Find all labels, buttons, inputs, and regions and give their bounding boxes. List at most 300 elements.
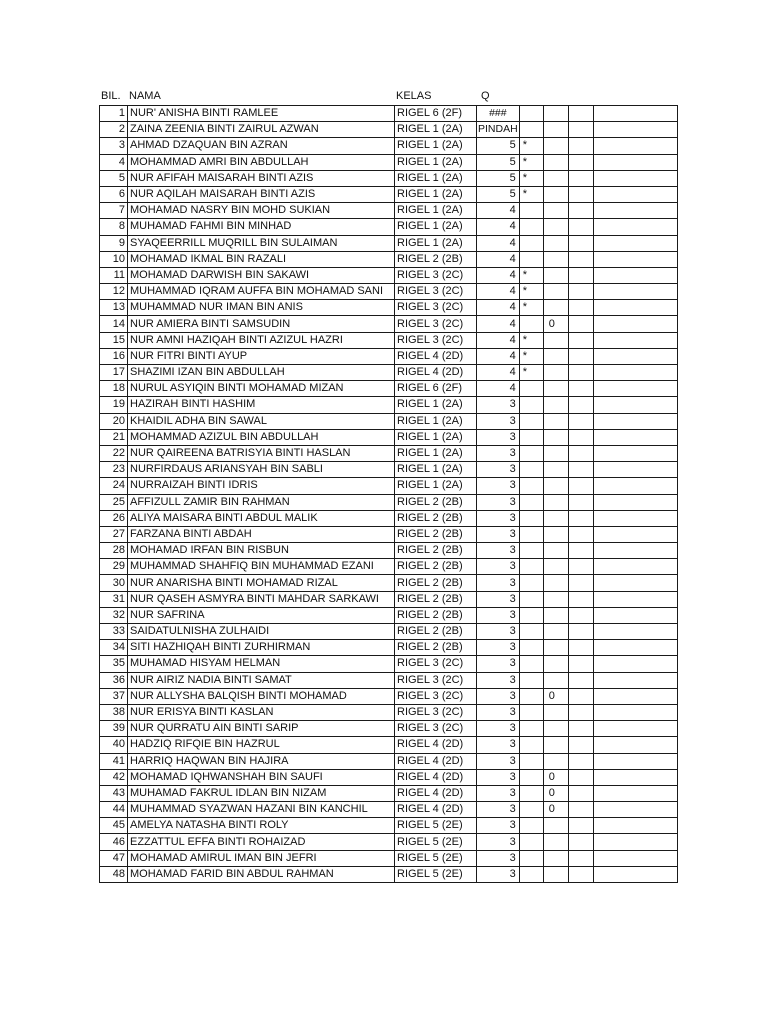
q-score-cell: 4 <box>477 203 520 219</box>
table-row <box>100 575 678 591</box>
mark-cell <box>519 688 543 704</box>
q-score-cell: 3 <box>477 559 520 575</box>
q-score-cell: 3 <box>477 607 520 623</box>
name-cell: NUR ERISYA BINTI KASLAN <box>128 704 395 720</box>
empty-cell <box>593 348 677 364</box>
note-cell <box>543 640 568 656</box>
empty-cell <box>568 656 593 672</box>
empty-cell <box>568 575 593 591</box>
class-cell: RIGEL 3 (2C) <box>395 721 477 737</box>
student-sheet <box>99 89 678 883</box>
row-number-cell: 20 <box>100 413 128 429</box>
class-cell: RIGEL 2 (2B) <box>395 640 477 656</box>
student-table <box>99 105 678 883</box>
note-cell <box>543 510 568 526</box>
class-cell: RIGEL 5 (2E) <box>395 834 477 850</box>
mark-cell <box>519 106 543 122</box>
empty-cell <box>568 138 593 154</box>
name-cell: NUR QAIREENA BATRISYIA BINTI HASLAN <box>128 445 395 461</box>
table-row <box>100 267 678 283</box>
name-cell: EZZATTUL EFFA BINTI ROHAIZAD <box>128 834 395 850</box>
row-number-cell: 19 <box>100 397 128 413</box>
class-cell: RIGEL 4 (2D) <box>395 785 477 801</box>
note-cell <box>543 122 568 138</box>
mark-cell <box>519 381 543 397</box>
empty-cell <box>593 186 677 202</box>
note-cell <box>543 348 568 364</box>
table-row <box>100 332 678 348</box>
row-number-cell: 1 <box>100 106 128 122</box>
empty-cell <box>568 866 593 882</box>
student-rows <box>100 106 678 883</box>
table-row <box>100 494 678 510</box>
table-row <box>100 591 678 607</box>
mark-cell: * <box>519 267 543 283</box>
mark-cell <box>519 753 543 769</box>
note-cell <box>543 559 568 575</box>
empty-cell <box>568 494 593 510</box>
note-cell <box>543 365 568 381</box>
empty-cell <box>593 122 677 138</box>
empty-cell <box>593 494 677 510</box>
empty-cell <box>568 802 593 818</box>
row-number-cell: 13 <box>100 300 128 316</box>
table-row <box>100 785 678 801</box>
class-cell: RIGEL 3 (2C) <box>395 332 477 348</box>
row-number-cell: 35 <box>100 656 128 672</box>
q-score-cell: 3 <box>477 704 520 720</box>
name-cell: SITI HAZHIQAH BINTI ZURHIRMAN <box>128 640 395 656</box>
row-number-cell: 8 <box>100 219 128 235</box>
table-row <box>100 704 678 720</box>
table-row <box>100 607 678 623</box>
empty-cell <box>593 154 677 170</box>
row-number-cell: 38 <box>100 704 128 720</box>
mark-cell <box>519 526 543 542</box>
empty-cell <box>593 656 677 672</box>
empty-cell <box>593 332 677 348</box>
table-row <box>100 543 678 559</box>
empty-cell <box>568 267 593 283</box>
note-cell <box>543 300 568 316</box>
empty-cell <box>568 688 593 704</box>
empty-cell <box>593 170 677 186</box>
empty-cell <box>593 802 677 818</box>
mark-cell <box>519 640 543 656</box>
empty-cell <box>568 122 593 138</box>
row-number-cell: 39 <box>100 721 128 737</box>
row-number-cell: 47 <box>100 850 128 866</box>
mark-cell <box>519 510 543 526</box>
q-score-cell: 4 <box>477 300 520 316</box>
table-row <box>100 122 678 138</box>
mark-cell <box>519 478 543 494</box>
note-cell <box>543 704 568 720</box>
row-number-cell: 4 <box>100 154 128 170</box>
class-cell: RIGEL 3 (2C) <box>395 316 477 332</box>
row-number-cell: 21 <box>100 429 128 445</box>
name-cell: MUHAMMAD SYAZWAN HAZANI BIN KANCHIL <box>128 802 395 818</box>
row-number-cell: 25 <box>100 494 128 510</box>
name-cell: NUR AFIFAH MAISARAH BINTI AZIS <box>128 170 395 186</box>
class-cell: RIGEL 1 (2A) <box>395 478 477 494</box>
note-cell <box>543 624 568 640</box>
table-row <box>100 429 678 445</box>
empty-cell <box>593 106 677 122</box>
class-cell: RIGEL 2 (2B) <box>395 510 477 526</box>
class-cell: RIGEL 2 (2B) <box>395 251 477 267</box>
name-cell: MUHAMAD FAKRUL IDLAN BIN NIZAM <box>128 785 395 801</box>
empty-cell <box>568 607 593 623</box>
row-number-cell: 44 <box>100 802 128 818</box>
header-nama: NAMA <box>129 90 161 102</box>
table-row <box>100 186 678 202</box>
empty-cell <box>568 850 593 866</box>
table-row <box>100 478 678 494</box>
row-number-cell: 43 <box>100 785 128 801</box>
name-cell: MUHAMMAD IQRAM AUFFA BIN MOHAMAD SANI <box>128 284 395 300</box>
row-number-cell: 32 <box>100 607 128 623</box>
row-number-cell: 18 <box>100 381 128 397</box>
empty-cell <box>593 397 677 413</box>
name-cell: NUR AMNI HAZIQAH BINTI AZIZUL HAZRI <box>128 332 395 348</box>
table-row <box>100 510 678 526</box>
class-cell: RIGEL 5 (2E) <box>395 850 477 866</box>
empty-cell <box>568 640 593 656</box>
row-number-cell: 9 <box>100 235 128 251</box>
empty-cell <box>568 186 593 202</box>
q-score-cell: 3 <box>477 397 520 413</box>
name-cell: SYAQEERRILL MUQRILL BIN SULAIMAN <box>128 235 395 251</box>
q-score-cell: 3 <box>477 737 520 753</box>
empty-cell <box>568 510 593 526</box>
table-row <box>100 688 678 704</box>
table-row <box>100 737 678 753</box>
empty-cell <box>568 721 593 737</box>
empty-cell <box>568 478 593 494</box>
note-cell: 0 <box>543 769 568 785</box>
note-cell <box>543 834 568 850</box>
q-score-cell: 4 <box>477 332 520 348</box>
mark-cell <box>519 802 543 818</box>
empty-cell <box>568 203 593 219</box>
empty-cell <box>593 284 677 300</box>
empty-cell <box>568 704 593 720</box>
q-score-cell: 3 <box>477 753 520 769</box>
empty-cell <box>593 559 677 575</box>
row-number-cell: 34 <box>100 640 128 656</box>
row-number-cell: 42 <box>100 769 128 785</box>
empty-cell <box>568 429 593 445</box>
row-number-cell: 17 <box>100 365 128 381</box>
q-score-cell: 3 <box>477 834 520 850</box>
empty-cell <box>593 866 677 882</box>
empty-cell <box>568 737 593 753</box>
table-row <box>100 721 678 737</box>
table-row <box>100 624 678 640</box>
empty-cell <box>568 591 593 607</box>
note-cell: 0 <box>543 688 568 704</box>
row-number-cell: 23 <box>100 462 128 478</box>
table-row <box>100 365 678 381</box>
name-cell: HARRIQ HAQWAN BIN HAJIRA <box>128 753 395 769</box>
note-cell <box>543 462 568 478</box>
name-cell: NURFIRDAUS ARIANSYAH BIN SABLI <box>128 462 395 478</box>
table-row <box>100 381 678 397</box>
row-number-cell: 11 <box>100 267 128 283</box>
mark-cell <box>519 413 543 429</box>
q-score-cell: 3 <box>477 640 520 656</box>
q-score-cell: 4 <box>477 267 520 283</box>
empty-cell <box>568 672 593 688</box>
note-cell <box>543 170 568 186</box>
row-number-cell: 10 <box>100 251 128 267</box>
mark-cell <box>519 494 543 510</box>
q-score-cell: 3 <box>477 494 520 510</box>
empty-cell <box>593 607 677 623</box>
class-cell: RIGEL 4 (2D) <box>395 802 477 818</box>
empty-cell <box>593 721 677 737</box>
row-number-cell: 24 <box>100 478 128 494</box>
empty-cell <box>568 154 593 170</box>
empty-cell <box>593 445 677 461</box>
q-score-cell: 3 <box>477 866 520 882</box>
mark-cell <box>519 834 543 850</box>
mark-cell <box>519 785 543 801</box>
note-cell <box>543 445 568 461</box>
empty-cell <box>593 818 677 834</box>
q-score-cell: 5 <box>477 186 520 202</box>
class-cell: RIGEL 5 (2E) <box>395 866 477 882</box>
name-cell: NUR ALLYSHA BALQISH BINTI MOHAMAD <box>128 688 395 704</box>
row-number-cell: 48 <box>100 866 128 882</box>
empty-cell <box>568 170 593 186</box>
empty-cell <box>593 203 677 219</box>
class-cell: RIGEL 1 (2A) <box>395 219 477 235</box>
mark-cell <box>519 445 543 461</box>
class-cell: RIGEL 2 (2B) <box>395 607 477 623</box>
name-cell: NUR AQILAH MAISARAH BINTI AZIS <box>128 186 395 202</box>
empty-cell <box>593 251 677 267</box>
mark-cell <box>519 203 543 219</box>
empty-cell <box>593 850 677 866</box>
q-score-cell: 4 <box>477 219 520 235</box>
class-cell: RIGEL 6 (2F) <box>395 106 477 122</box>
note-cell <box>543 251 568 267</box>
note-cell <box>543 672 568 688</box>
q-score-cell: 5 <box>477 170 520 186</box>
mark-cell <box>519 235 543 251</box>
row-number-cell: 3 <box>100 138 128 154</box>
name-cell: HADZIQ RIFQIE BIN HAZRUL <box>128 737 395 753</box>
note-cell <box>543 721 568 737</box>
empty-cell <box>593 640 677 656</box>
empty-cell <box>593 413 677 429</box>
class-cell: RIGEL 2 (2B) <box>395 559 477 575</box>
table-row <box>100 866 678 882</box>
row-number-cell: 26 <box>100 510 128 526</box>
note-cell <box>543 106 568 122</box>
mark-cell <box>519 866 543 882</box>
row-number-cell: 5 <box>100 170 128 186</box>
table-row <box>100 203 678 219</box>
mark-cell <box>519 559 543 575</box>
empty-cell <box>593 785 677 801</box>
empty-cell <box>568 526 593 542</box>
name-cell: MUHAMMAD SHAHFIQ BIN MUHAMMAD EZANI <box>128 559 395 575</box>
class-cell: RIGEL 4 (2D) <box>395 737 477 753</box>
mark-cell: * <box>519 365 543 381</box>
row-number-cell: 30 <box>100 575 128 591</box>
mark-cell: * <box>519 300 543 316</box>
table-row <box>100 672 678 688</box>
name-cell: AMELYA NATASHA BINTI ROLY <box>128 818 395 834</box>
note-cell <box>543 866 568 882</box>
q-score-cell: 3 <box>477 721 520 737</box>
row-number-cell: 40 <box>100 737 128 753</box>
row-number-cell: 15 <box>100 332 128 348</box>
class-cell: RIGEL 1 (2A) <box>395 122 477 138</box>
mark-cell: * <box>519 170 543 186</box>
empty-cell <box>593 138 677 154</box>
name-cell: NUR SAFRINA <box>128 607 395 623</box>
class-cell: RIGEL 2 (2B) <box>395 494 477 510</box>
name-cell: MOHAMAD FARID BIN ABDUL RAHMAN <box>128 866 395 882</box>
q-score-cell: 3 <box>477 688 520 704</box>
mark-cell <box>519 543 543 559</box>
table-row <box>100 284 678 300</box>
empty-cell <box>593 429 677 445</box>
class-cell: RIGEL 3 (2C) <box>395 656 477 672</box>
mark-cell <box>519 462 543 478</box>
q-score-cell: 5 <box>477 138 520 154</box>
note-cell <box>543 753 568 769</box>
empty-cell <box>568 769 593 785</box>
q-score-cell: 4 <box>477 381 520 397</box>
empty-cell <box>568 348 593 364</box>
row-number-cell: 29 <box>100 559 128 575</box>
table-row <box>100 251 678 267</box>
row-number-cell: 41 <box>100 753 128 769</box>
empty-cell <box>593 365 677 381</box>
table-row <box>100 300 678 316</box>
note-cell: 0 <box>543 802 568 818</box>
empty-cell <box>593 769 677 785</box>
row-number-cell: 28 <box>100 543 128 559</box>
q-score-cell: 3 <box>477 575 520 591</box>
empty-cell <box>593 737 677 753</box>
q-score-cell: 3 <box>477 672 520 688</box>
mark-cell <box>519 818 543 834</box>
name-cell: ZAINA ZEENIA BINTI ZAIRUL AZWAN <box>128 122 395 138</box>
mark-cell <box>519 316 543 332</box>
empty-cell <box>593 624 677 640</box>
empty-cell <box>568 300 593 316</box>
q-score-cell: 3 <box>477 510 520 526</box>
name-cell: KHAIDIL ADHA BIN SAWAL <box>128 413 395 429</box>
empty-cell <box>568 753 593 769</box>
empty-cell <box>568 624 593 640</box>
q-score-cell: 3 <box>477 462 520 478</box>
note-cell <box>543 818 568 834</box>
name-cell: AHMAD DZAQUAN BIN AZRAN <box>128 138 395 154</box>
name-cell: NURUL ASYIQIN BINTI MOHAMAD MIZAN <box>128 381 395 397</box>
empty-cell <box>568 413 593 429</box>
q-score-cell: 3 <box>477 850 520 866</box>
name-cell: ALIYA MAISARA BINTI ABDUL MALIK <box>128 510 395 526</box>
name-cell: NUR AMIERA BINTI SAMSUDIN <box>128 316 395 332</box>
mark-cell: * <box>519 154 543 170</box>
table-row <box>100 219 678 235</box>
class-cell: RIGEL 6 (2F) <box>395 381 477 397</box>
table-row <box>100 106 678 122</box>
name-cell: MUHAMAD HISYAM HELMAN <box>128 656 395 672</box>
table-row <box>100 316 678 332</box>
empty-cell <box>568 397 593 413</box>
empty-cell <box>568 235 593 251</box>
class-cell: RIGEL 4 (2D) <box>395 769 477 785</box>
q-score-cell: 3 <box>477 413 520 429</box>
class-cell: RIGEL 2 (2B) <box>395 526 477 542</box>
empty-cell <box>568 445 593 461</box>
row-number-cell: 37 <box>100 688 128 704</box>
row-number-cell: 12 <box>100 284 128 300</box>
q-score-cell: ### <box>477 106 520 122</box>
name-cell: SHAZIMI IZAN BIN ABDULLAH <box>128 365 395 381</box>
name-cell: MOHAMAD NASRY BIN MOHD SUKIAN <box>128 203 395 219</box>
class-cell: RIGEL 3 (2C) <box>395 688 477 704</box>
empty-cell <box>593 753 677 769</box>
name-cell: NURRAIZAH BINTI IDRIS <box>128 478 395 494</box>
row-number-cell: 16 <box>100 348 128 364</box>
row-number-cell: 36 <box>100 672 128 688</box>
empty-cell <box>568 106 593 122</box>
name-cell: MOHAMAD IQHWANSHAH BIN SAUFI <box>128 769 395 785</box>
note-cell <box>543 203 568 219</box>
mark-cell <box>519 219 543 235</box>
empty-cell <box>593 543 677 559</box>
empty-cell <box>593 704 677 720</box>
mark-cell <box>519 850 543 866</box>
q-score-cell: 3 <box>477 656 520 672</box>
empty-cell <box>568 316 593 332</box>
name-cell: NUR' ANISHA BINTI RAMLEE <box>128 106 395 122</box>
empty-cell <box>568 381 593 397</box>
row-number-cell: 7 <box>100 203 128 219</box>
mark-cell <box>519 737 543 753</box>
name-cell: MUHAMMAD NUR IMAN BIN ANIS <box>128 300 395 316</box>
empty-cell <box>593 235 677 251</box>
note-cell <box>543 494 568 510</box>
q-score-cell: 4 <box>477 251 520 267</box>
note-cell <box>543 413 568 429</box>
empty-cell <box>568 284 593 300</box>
mark-cell <box>519 122 543 138</box>
note-cell <box>543 850 568 866</box>
class-cell: RIGEL 1 (2A) <box>395 462 477 478</box>
empty-cell <box>568 462 593 478</box>
empty-cell <box>593 381 677 397</box>
table-row <box>100 769 678 785</box>
empty-cell <box>568 219 593 235</box>
empty-cell <box>593 575 677 591</box>
class-cell: RIGEL 1 (2A) <box>395 445 477 461</box>
note-cell: 0 <box>543 785 568 801</box>
name-cell: MOHAMAD DARWISH BIN SAKAWI <box>128 267 395 283</box>
empty-cell <box>593 688 677 704</box>
empty-cell <box>593 478 677 494</box>
table-row <box>100 413 678 429</box>
